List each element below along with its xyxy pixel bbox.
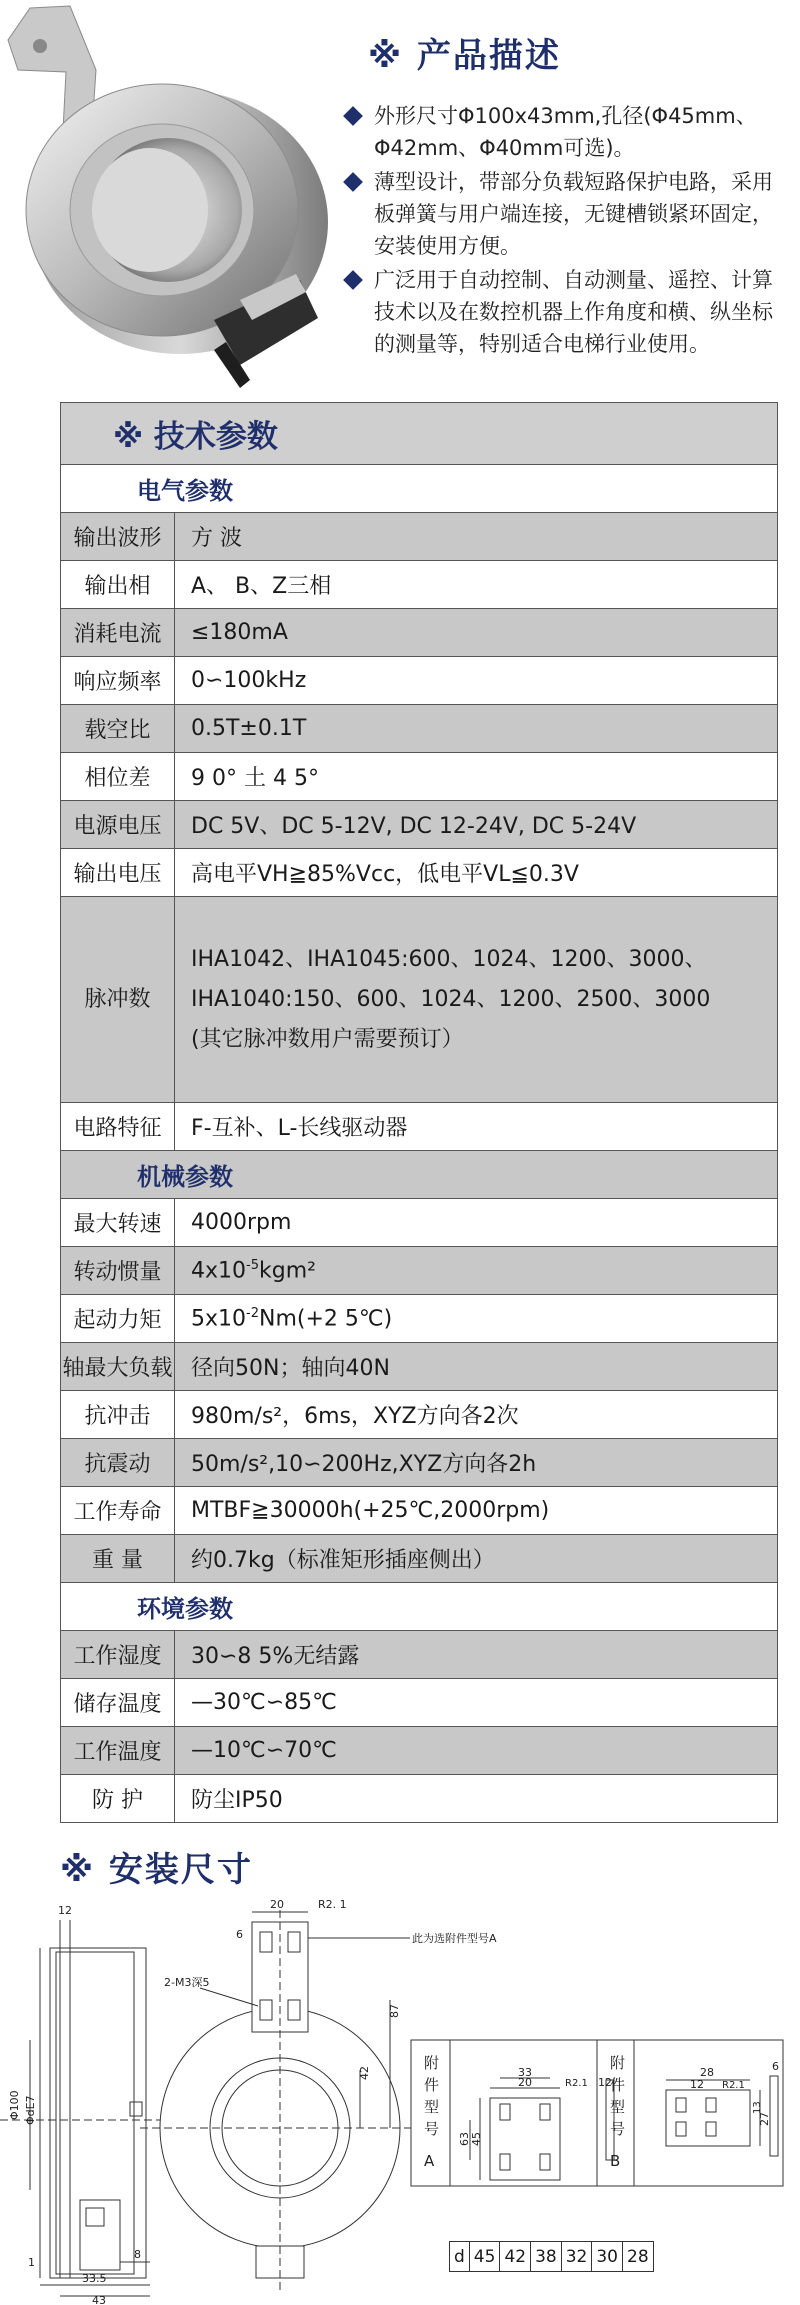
caption-char: 附 — [610, 2054, 626, 2072]
dim-label: 28 — [700, 2066, 714, 2079]
spec-table — [60, 402, 778, 1823]
diamond-bullet-icon — [343, 106, 363, 126]
pulse-line: (其它脉冲数用户需要预订） — [191, 1026, 464, 1052]
spec-label: 储存温度 — [61, 1679, 175, 1727]
spec-value: 约0.7kg（标准矩形插座侧出） — [175, 1535, 778, 1583]
spec-label: 重 量 — [61, 1535, 175, 1583]
dim-label: 12 — [598, 2076, 612, 2089]
description-text: 薄型设计，带部分负载短路保护电路，采用板弹簧与用户端连接，无键槽锁紧环固定，安装使用方便。 — [374, 170, 773, 258]
dim-label: 33.5 — [82, 2272, 107, 2285]
description-text: 广泛用于自动控制、自动测量、遥控、计算技术以及在数控机器上作角度和横、纵坐标的测量等，特别适合电梯行业使用。 — [374, 268, 773, 356]
dim-label: 27 — [758, 2112, 771, 2126]
spec-label: 电源电压 — [61, 801, 175, 849]
dim-label: 33 — [518, 2066, 532, 2079]
dim-label: 6 — [236, 1928, 243, 1941]
spec-value: 径向50N；轴向40N — [175, 1343, 778, 1391]
dim-label: 87 — [388, 2004, 401, 2018]
environment-heading: 环境参数 — [61, 1583, 778, 1631]
value-unit: Nm(+2 5℃) — [258, 1306, 393, 1332]
spec-value: 980m/s²，6ms，XYZ方向各2次 — [175, 1391, 778, 1439]
caption-char: 型 — [424, 2098, 440, 2116]
description-text: 外形尺寸Φ100x43mm,孔径(Φ45mm、Φ42mm、Φ40mm可选)。 — [374, 104, 757, 160]
spec-value — [175, 1295, 778, 1343]
caption-char: 附 — [424, 2054, 440, 2072]
dim-label: 20 — [270, 1898, 284, 1911]
pulse-line: IHA1042、IHA1045:600、1024、1200、3000、 — [191, 946, 707, 972]
dim-label: ΦdE7 — [24, 2095, 37, 2125]
spec-value: 高电平VH≧85%Vcc，低电平VL≦0.3V — [175, 849, 778, 897]
caption-char: 件 — [610, 2076, 626, 2094]
d-cell: 38 — [531, 2242, 562, 2272]
spec-value: F-互补、L-长线驱动器 — [175, 1103, 778, 1151]
installation-title: ※ 安装尺寸 — [60, 1850, 253, 1890]
spec-label: 输出电压 — [61, 849, 175, 897]
installation-drawing — [0, 1890, 800, 2305]
electrical-heading: 电气参数 — [61, 465, 778, 513]
caption-char: B — [610, 2152, 621, 2170]
spec-value: DC 5V、DC 5-12V, DC 12-24V, DC 5-24V — [175, 801, 778, 849]
spec-value: —30℃∽85℃ — [175, 1679, 778, 1727]
encoder-product-image — [0, 0, 340, 400]
spec-value: —10℃∽70℃ — [175, 1727, 778, 1775]
spec-value: 防尘IP50 — [175, 1775, 778, 1823]
description-item — [342, 100, 790, 164]
d-cell: 45 — [469, 2242, 500, 2272]
dim-label: R2. 1 — [318, 1898, 347, 1911]
spec-label: 载空比 — [61, 705, 175, 753]
dim-label: 45 — [470, 2132, 483, 2146]
value-base: 5x10 — [191, 1306, 247, 1332]
spec-value: ≤180mA — [175, 609, 778, 657]
spec-label: 相位差 — [61, 753, 175, 801]
spec-label: 电路特征 — [61, 1103, 175, 1151]
spec-value: 0.5T±0.1T — [175, 705, 778, 753]
spec-label: 最大转速 — [61, 1199, 175, 1247]
spec-label: 工作寿命 — [61, 1487, 175, 1535]
dim-label: 1 — [28, 2256, 35, 2269]
diamond-bullet-icon — [343, 172, 363, 192]
spec-label: 转动惯量 — [61, 1247, 175, 1295]
dim-label: 2-M3深5 — [164, 1976, 210, 1989]
spec-label: 抗冲击 — [61, 1391, 175, 1439]
pulse-line: IHA1040:150、600、1024、1200、2500、3000 — [191, 986, 711, 1012]
caption-char: 件 — [424, 2076, 440, 2094]
spec-value: 0∽100kHz — [175, 657, 778, 705]
spec-label: 工作温度 — [61, 1727, 175, 1775]
description-list — [342, 100, 790, 362]
diamond-bullet-icon — [343, 270, 363, 290]
spec-label: 抗震动 — [61, 1439, 175, 1487]
mechanical-heading: 机械参数 — [61, 1151, 778, 1199]
d-cell: 32 — [561, 2242, 592, 2272]
spec-label: 工作湿度 — [61, 1631, 175, 1679]
d-cell: 30 — [592, 2242, 623, 2272]
spec-label: 输出相 — [61, 561, 175, 609]
spec-table-title: ※ 技术参数 — [61, 403, 778, 465]
dim-label: 13 — [752, 2101, 763, 2114]
spec-value: MTBF≧30000h(+25℃,2000rpm) — [175, 1487, 778, 1535]
spec-label: 轴最大负载 — [61, 1343, 175, 1391]
value-exponent: -5 — [246, 1257, 259, 1273]
spec-label: 脉冲数 — [61, 897, 175, 1103]
accessory-note: 此为选附件型号A — [412, 1932, 497, 1945]
product-description-section — [0, 0, 800, 400]
spec-value: 方 波 — [175, 513, 778, 561]
caption-char: 号 — [424, 2120, 440, 2138]
description-item — [342, 264, 790, 360]
spec-value: 50m/s²,10∽200Hz,XYZ方向各2h — [175, 1439, 778, 1487]
product-description-title: ※ 产品描述 — [368, 36, 561, 76]
description-item — [342, 166, 790, 262]
dim-label: 42 — [358, 2066, 371, 2080]
dim-label: 8 — [134, 2248, 141, 2261]
dim-label: 6 — [772, 2060, 779, 2073]
dim-label: 63 — [458, 2132, 471, 2146]
dim-label: 12 — [690, 2078, 704, 2091]
d-cell: d — [450, 2242, 470, 2272]
d-cell: 28 — [623, 2242, 654, 2272]
spec-label: 响应频率 — [61, 657, 175, 705]
value-unit: kgm² — [258, 1258, 316, 1284]
caption-char: 型 — [610, 2098, 626, 2116]
value-exponent: -2 — [246, 1305, 259, 1321]
spec-value — [175, 1247, 778, 1295]
caption-char: A — [424, 2152, 435, 2170]
spec-label: 消耗电流 — [61, 609, 175, 657]
dim-label: Φ100 — [8, 2090, 21, 2120]
dim-label: 12 — [58, 1904, 72, 1917]
spec-label: 起动力矩 — [61, 1295, 175, 1343]
d-cell: 42 — [500, 2242, 531, 2272]
spec-label: 防 护 — [61, 1775, 175, 1823]
dim-label: 20 — [518, 2076, 532, 2089]
spec-value: 9 0° 土 4 5° — [175, 753, 778, 801]
value-base: 4x10 — [191, 1258, 247, 1284]
dim-label: 43 — [92, 2294, 106, 2305]
caption-char: 号 — [610, 2120, 626, 2138]
spec-label: 输出波形 — [61, 513, 175, 561]
dim-label: R2.1 — [722, 2080, 745, 2091]
bore-diameter-table — [449, 2241, 654, 2272]
dim-label: R2.1 — [565, 2078, 588, 2089]
spec-value: A、 B、Z三相 — [175, 561, 778, 609]
spec-value: 30∽8 5%无结露 — [175, 1631, 778, 1679]
pulse-count-value — [175, 897, 778, 1103]
spec-value: 4000rpm — [175, 1199, 778, 1247]
